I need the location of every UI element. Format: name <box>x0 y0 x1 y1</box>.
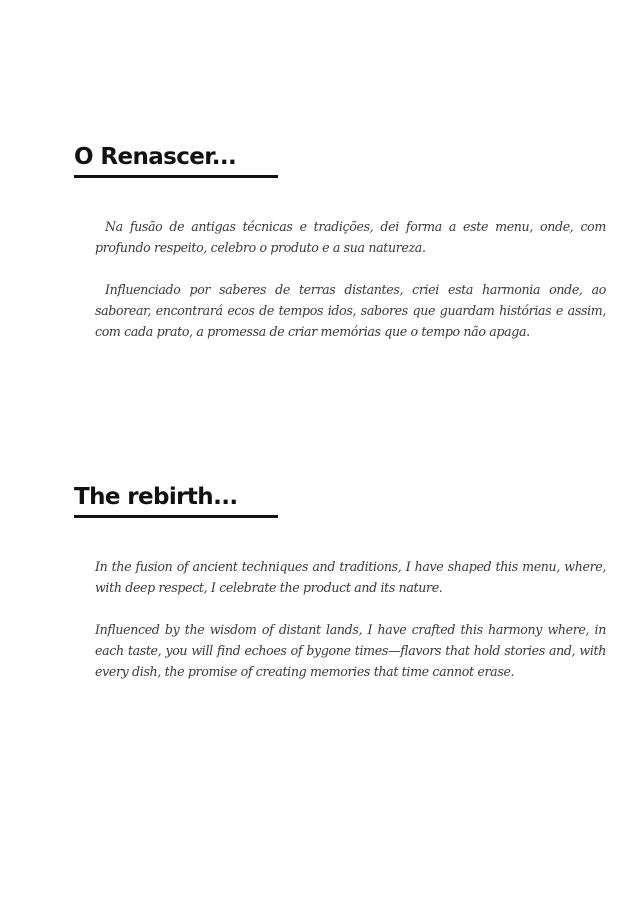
paragraph: Influenciado por saberes de terras distantes, criei esta harmonia onde, ao saborear, encontrará ecos de tempos idos, sabores que guardam histórias e assim, com cada prato, a promessa de criar memórias que o tempo não apaga. <box>95 282 606 339</box>
portuguese-section <box>0 143 640 342</box>
paragraph: In the fusion of ancient techniques and traditions, I have shaped this menu, where, with deep respect, I celebrate the product and its nature. <box>95 559 606 595</box>
english-section <box>0 483 640 682</box>
paragraph: Influenced by the wisdom of distant lands, I have crafted this harmony where, in each taste, you will find echoes of bygone times—flavors that hold stories and, with every dish, the promise of creating memories that time cannot erase. <box>95 622 606 679</box>
section-body-portuguese <box>95 216 606 342</box>
section-title-portuguese: O Renascer... <box>74 143 278 178</box>
section-body-english <box>95 556 606 682</box>
paragraph: Na fusão de antigas técnicas e tradições, dei forma a este menu, onde, com profundo respeito, celebro o produto e a sua natureza. <box>95 219 606 255</box>
section-title-english: The rebirth... <box>74 483 278 518</box>
